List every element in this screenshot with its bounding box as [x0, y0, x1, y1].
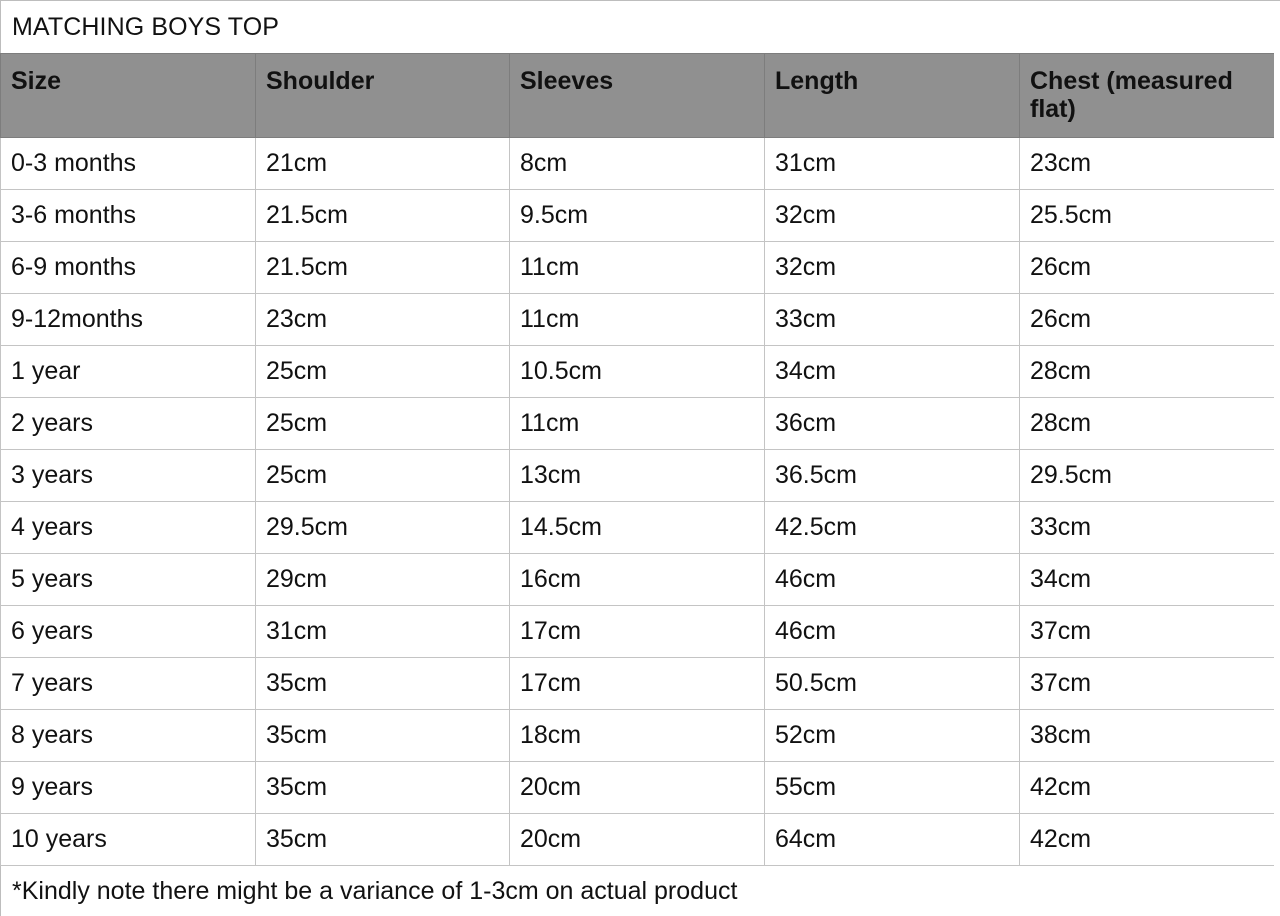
- cell-sleeves: 9.5cm: [510, 190, 765, 242]
- cell-shoulder: 29cm: [256, 554, 510, 606]
- cell-shoulder: 25cm: [256, 450, 510, 502]
- cell-size: 8 years: [1, 710, 256, 762]
- footnote: *Kindly note there might be a variance of 1-3cm on actual product: [0, 866, 1280, 916]
- table-row: [1, 814, 1275, 866]
- cell-shoulder: 31cm: [256, 606, 510, 658]
- cell-size: 3 years: [1, 450, 256, 502]
- cell-chest: 38cm: [1020, 710, 1275, 762]
- cell-length: 34cm: [765, 346, 1020, 398]
- table-row: [1, 242, 1275, 294]
- cell-size: 0-3 months: [1, 138, 256, 190]
- column-header-length: Length: [765, 54, 1020, 138]
- cell-length: 42.5cm: [765, 502, 1020, 554]
- cell-size: 10 years: [1, 814, 256, 866]
- cell-size: 6 years: [1, 606, 256, 658]
- table-body: [1, 138, 1275, 866]
- cell-sleeves: 13cm: [510, 450, 765, 502]
- cell-shoulder: 23cm: [256, 294, 510, 346]
- cell-shoulder: 29.5cm: [256, 502, 510, 554]
- size-chart-table: [0, 53, 1275, 866]
- cell-sleeves: 11cm: [510, 294, 765, 346]
- cell-sleeves: 17cm: [510, 606, 765, 658]
- cell-size: 9-12months: [1, 294, 256, 346]
- cell-chest: 28cm: [1020, 398, 1275, 450]
- cell-sleeves: 8cm: [510, 138, 765, 190]
- cell-length: 64cm: [765, 814, 1020, 866]
- table-row: [1, 502, 1275, 554]
- column-header-size: Size: [1, 54, 256, 138]
- cell-chest: 26cm: [1020, 294, 1275, 346]
- column-header-shoulder: Shoulder: [256, 54, 510, 138]
- cell-shoulder: 35cm: [256, 814, 510, 866]
- cell-length: 52cm: [765, 710, 1020, 762]
- cell-chest: 34cm: [1020, 554, 1275, 606]
- cell-length: 46cm: [765, 554, 1020, 606]
- cell-size: 6-9 months: [1, 242, 256, 294]
- cell-size: 4 years: [1, 502, 256, 554]
- cell-shoulder: 21.5cm: [256, 242, 510, 294]
- cell-length: 50.5cm: [765, 658, 1020, 710]
- column-header-chest: Chest (measured flat): [1020, 54, 1275, 138]
- cell-length: 33cm: [765, 294, 1020, 346]
- cell-shoulder: 25cm: [256, 346, 510, 398]
- cell-shoulder: 25cm: [256, 398, 510, 450]
- cell-size: 5 years: [1, 554, 256, 606]
- cell-chest: 42cm: [1020, 762, 1275, 814]
- cell-chest: 29.5cm: [1020, 450, 1275, 502]
- cell-length: 36cm: [765, 398, 1020, 450]
- cell-sleeves: 18cm: [510, 710, 765, 762]
- table-row: [1, 762, 1275, 814]
- cell-sleeves: 17cm: [510, 658, 765, 710]
- cell-shoulder: 21cm: [256, 138, 510, 190]
- cell-shoulder: 35cm: [256, 658, 510, 710]
- cell-size: 2 years: [1, 398, 256, 450]
- cell-length: 46cm: [765, 606, 1020, 658]
- cell-sleeves: 20cm: [510, 762, 765, 814]
- cell-chest: 33cm: [1020, 502, 1275, 554]
- sheet-right-edge: [1274, 1, 1280, 916]
- cell-chest: 42cm: [1020, 814, 1275, 866]
- cell-chest: 37cm: [1020, 658, 1275, 710]
- cell-chest: 25.5cm: [1020, 190, 1275, 242]
- cell-chest: 26cm: [1020, 242, 1275, 294]
- cell-length: 36.5cm: [765, 450, 1020, 502]
- cell-shoulder: 21.5cm: [256, 190, 510, 242]
- cell-sleeves: 11cm: [510, 398, 765, 450]
- cell-chest: 23cm: [1020, 138, 1275, 190]
- cell-chest: 37cm: [1020, 606, 1275, 658]
- cell-sleeves: 20cm: [510, 814, 765, 866]
- table-row: [1, 658, 1275, 710]
- cell-length: 32cm: [765, 190, 1020, 242]
- table-row: [1, 554, 1275, 606]
- table-row: [1, 450, 1275, 502]
- table-row: [1, 606, 1275, 658]
- table-row: [1, 190, 1275, 242]
- cell-length: 55cm: [765, 762, 1020, 814]
- cell-shoulder: 35cm: [256, 710, 510, 762]
- cell-size: 7 years: [1, 658, 256, 710]
- table-row: [1, 710, 1275, 762]
- table-row: [1, 346, 1275, 398]
- cell-shoulder: 35cm: [256, 762, 510, 814]
- table-row: [1, 294, 1275, 346]
- cell-sleeves: 11cm: [510, 242, 765, 294]
- table-title: MATCHING BOYS TOP: [0, 1, 1280, 53]
- cell-chest: 28cm: [1020, 346, 1275, 398]
- table-row: [1, 138, 1275, 190]
- cell-sleeves: 10.5cm: [510, 346, 765, 398]
- column-header-sleeves: Sleeves: [510, 54, 765, 138]
- cell-size: 3-6 months: [1, 190, 256, 242]
- cell-length: 32cm: [765, 242, 1020, 294]
- cell-sleeves: 14.5cm: [510, 502, 765, 554]
- cell-size: 1 year: [1, 346, 256, 398]
- header-row: [1, 54, 1275, 138]
- table-row: [1, 398, 1275, 450]
- cell-length: 31cm: [765, 138, 1020, 190]
- cell-sleeves: 16cm: [510, 554, 765, 606]
- cell-size: 9 years: [1, 762, 256, 814]
- table-header: [1, 54, 1275, 138]
